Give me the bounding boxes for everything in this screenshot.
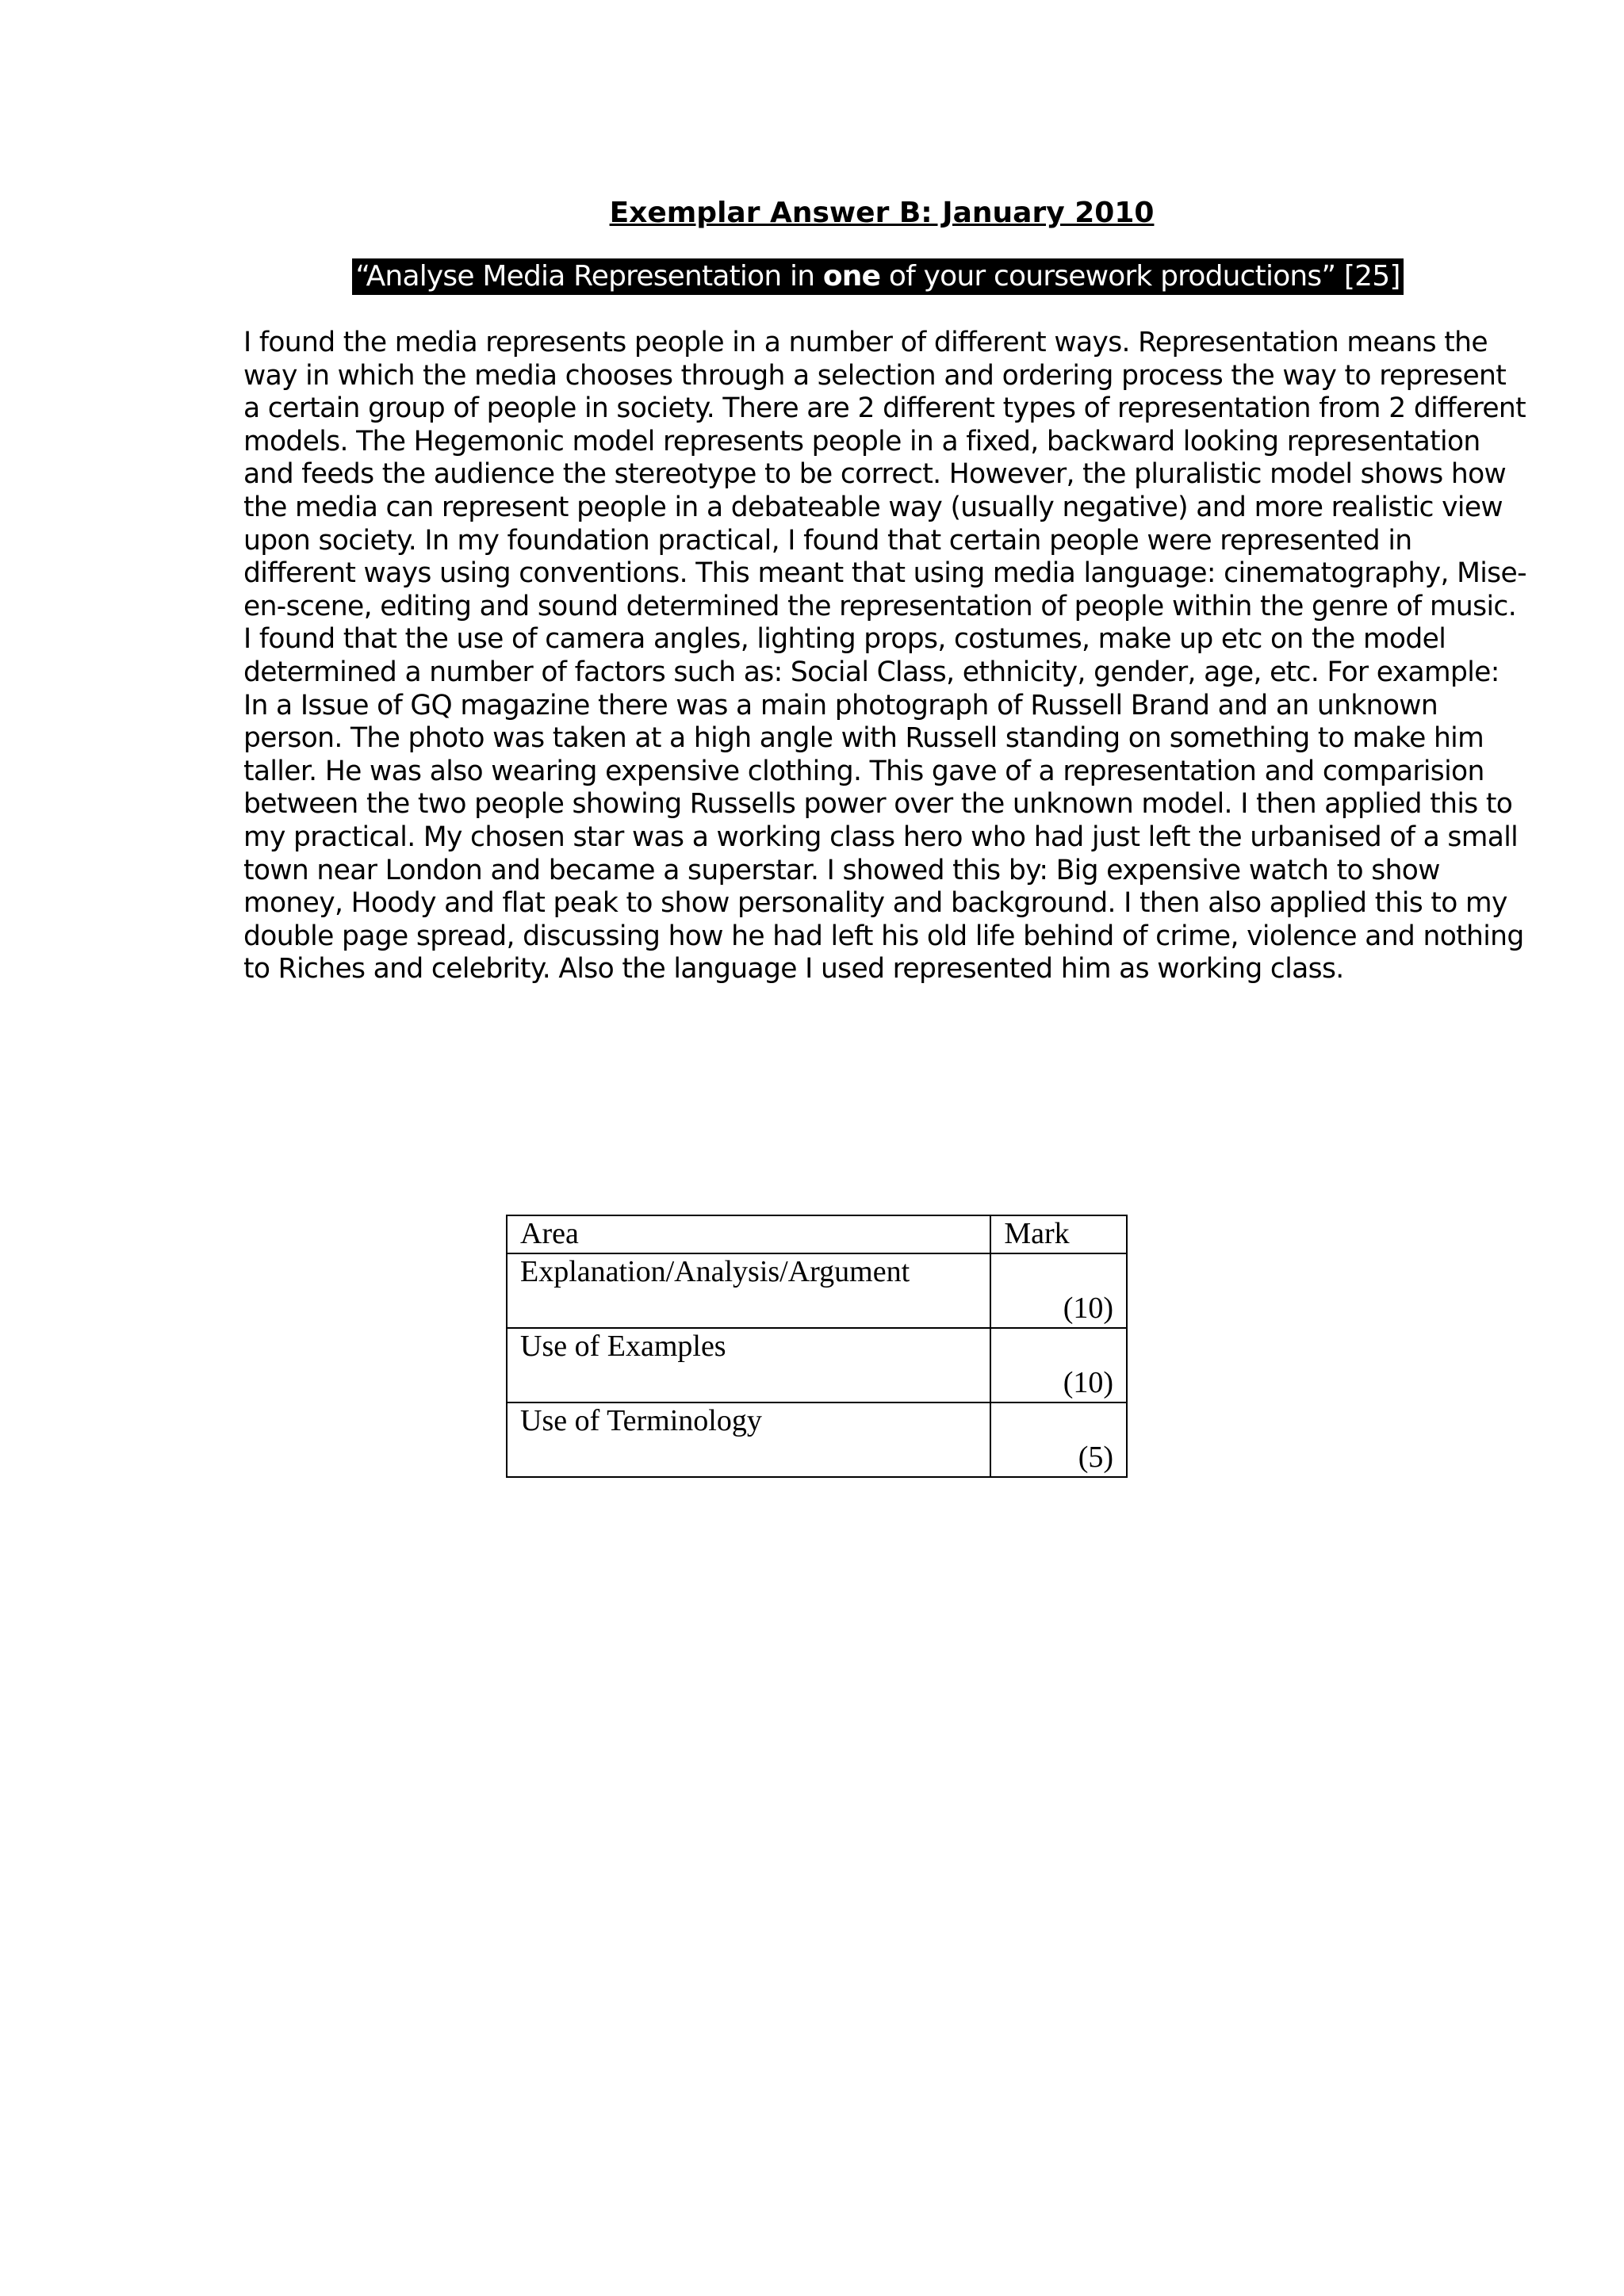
row-area: Explanation/Analysis/Argument — [507, 1253, 990, 1328]
question-text — [352, 258, 1403, 295]
answer-paragraph: I found the media represents people in a number of different ways. Representation means the way in which the media chooses through a selection and ordering process the way to represent a certain group of people in society. There are 2 different types of representation from 2 different models. The Hegemonic model represents people in a fixed, backward looking representation and feeds the audience the stereotype to be correct. However, the pluralistic model shows how the media can represent people in a debateable way (usually negative) and more realistic view upon society. In my foundation practical, I found that certain people were represented in different ways using conventions. This meant that using media language: cinematography, Mise-en-scene, editing and sound determined the representation of people within the genre of music. I found that the use of camera angles, lighting props, costumes, make up etc on the model determined a number of factors such as: Social Class, ethnicity, gender, age, etc. For example: In a Issue of GQ magazine there was a main photograph of Russell Brand and an unknown person. The photo was taken at a high angle with Russell standing on something to make him taller. He was also wearing expensive clothing. This gave of a representation and comparision between the two people showing Russells power over the unknown model. I then applied this to my practical. My chosen star was a working class hero who had just left the urbanised of a small town near London and became a superstar. I showed this by: Big expensive watch to show money, Hoody and flat peak to show personality and background. I then also applied this to my double page spread, discussing how he had left his old life behind of crime, violence and nothing to Riches and celebrity. Also the language I used represented him as working class. — [243, 327, 1526, 985]
question-part-before: Analyse Media Representation in — [366, 260, 823, 293]
question-emphasis: one — [822, 260, 881, 293]
table-row — [507, 1253, 1127, 1328]
header-mark: Mark — [990, 1215, 1127, 1253]
row-mark: (5) — [990, 1402, 1127, 1477]
question-close-quote: ” — [1321, 260, 1336, 293]
header-area: Area — [507, 1215, 990, 1253]
question-part-after: of your coursework productions — [880, 260, 1322, 293]
mark-scheme-table — [506, 1215, 1128, 1478]
table-row — [507, 1402, 1127, 1477]
question-marks: [25] — [1335, 260, 1400, 293]
question-open-quote: “ — [355, 260, 366, 293]
row-mark: (10) — [990, 1253, 1127, 1328]
table-row — [507, 1328, 1127, 1402]
row-area: Use of Terminology — [507, 1402, 990, 1477]
row-area: Use of Examples — [507, 1328, 990, 1402]
row-mark: (10) — [990, 1328, 1127, 1402]
mark-table-header-row — [507, 1215, 1127, 1253]
question-banner — [0, 258, 1624, 295]
document-title: Exemplar Answer B: January 2010 — [609, 197, 1155, 229]
